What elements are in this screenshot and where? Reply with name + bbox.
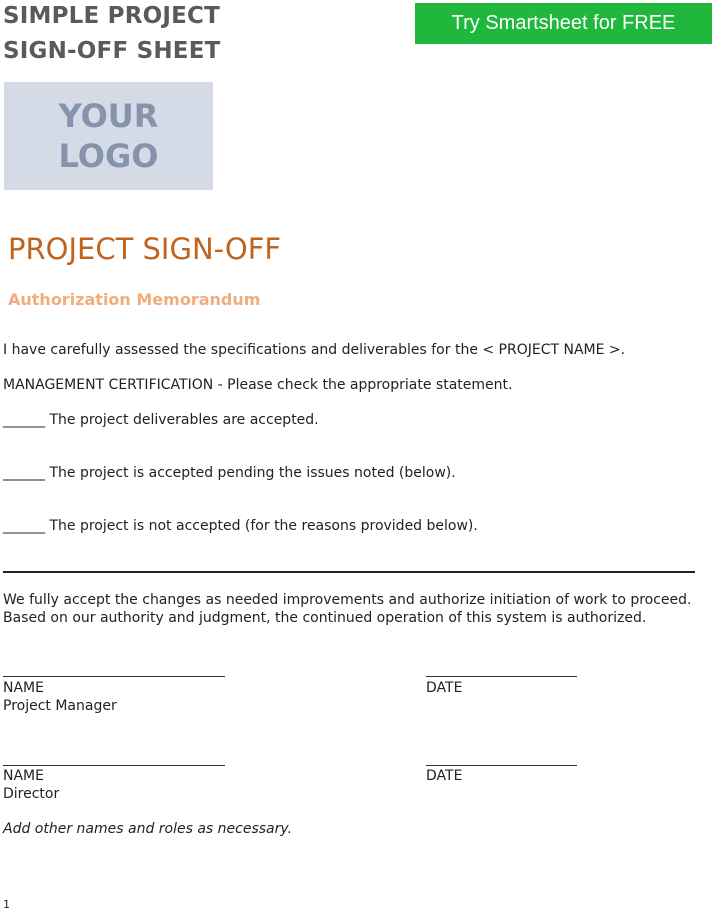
check-blank[interactable]: ______ xyxy=(3,465,45,481)
document-subheading: Authorization Memorandum xyxy=(8,290,261,309)
signature-line-director[interactable] xyxy=(3,765,225,766)
signature-line-project-manager[interactable] xyxy=(3,676,225,677)
document-heading: PROJECT SIGN-OFF xyxy=(8,232,282,266)
footer-note: Add other names and roles as necessary. xyxy=(3,821,293,837)
name-label: NAME xyxy=(3,768,44,784)
option-not-accepted xyxy=(3,518,478,534)
role-label: Project Manager xyxy=(3,698,117,714)
date-line-project-manager[interactable] xyxy=(426,676,577,677)
try-smartsheet-button[interactable]: Try Smartsheet for FREE xyxy=(415,3,712,44)
logo-placeholder xyxy=(4,82,213,190)
section-divider xyxy=(3,571,695,573)
date-line-director[interactable] xyxy=(426,765,577,766)
page-number: 1 xyxy=(3,898,10,911)
intro-text: I have carefully assessed the specifications and deliverables for the < PROJECT NAME >. xyxy=(3,342,626,358)
logo-line-1: YOUR xyxy=(58,97,159,135)
acceptance-line-2: Based on our authority and judgment, the continued operation of this system is authorized. xyxy=(3,610,647,626)
date-label: DATE xyxy=(426,768,463,784)
option-text: The project is not accepted (for the reasons provided below). xyxy=(49,518,478,534)
sheet-title xyxy=(3,0,221,69)
role-label: Director xyxy=(3,786,60,802)
certification-label: MANAGEMENT CERTIFICATION - Please check the appropriate statement. xyxy=(3,377,513,393)
option-accepted xyxy=(3,412,319,428)
option-text: The project is accepted pending the issues noted (below). xyxy=(49,465,456,481)
check-blank[interactable]: ______ xyxy=(3,518,45,534)
check-blank[interactable]: ______ xyxy=(3,412,45,428)
sheet-title-line-1: SIMPLE PROJECT xyxy=(3,3,220,29)
option-accepted-pending xyxy=(3,465,456,481)
sheet-title-line-2: SIGN-OFF SHEET xyxy=(3,38,221,64)
acceptance-line-1: We fully accept the changes as needed improvements and authorize initiation of work to proceed. xyxy=(3,592,692,608)
logo-line-2: LOGO xyxy=(58,137,159,175)
option-text: The project deliverables are accepted. xyxy=(49,412,319,428)
date-label: DATE xyxy=(426,680,463,696)
name-label: NAME xyxy=(3,680,44,696)
